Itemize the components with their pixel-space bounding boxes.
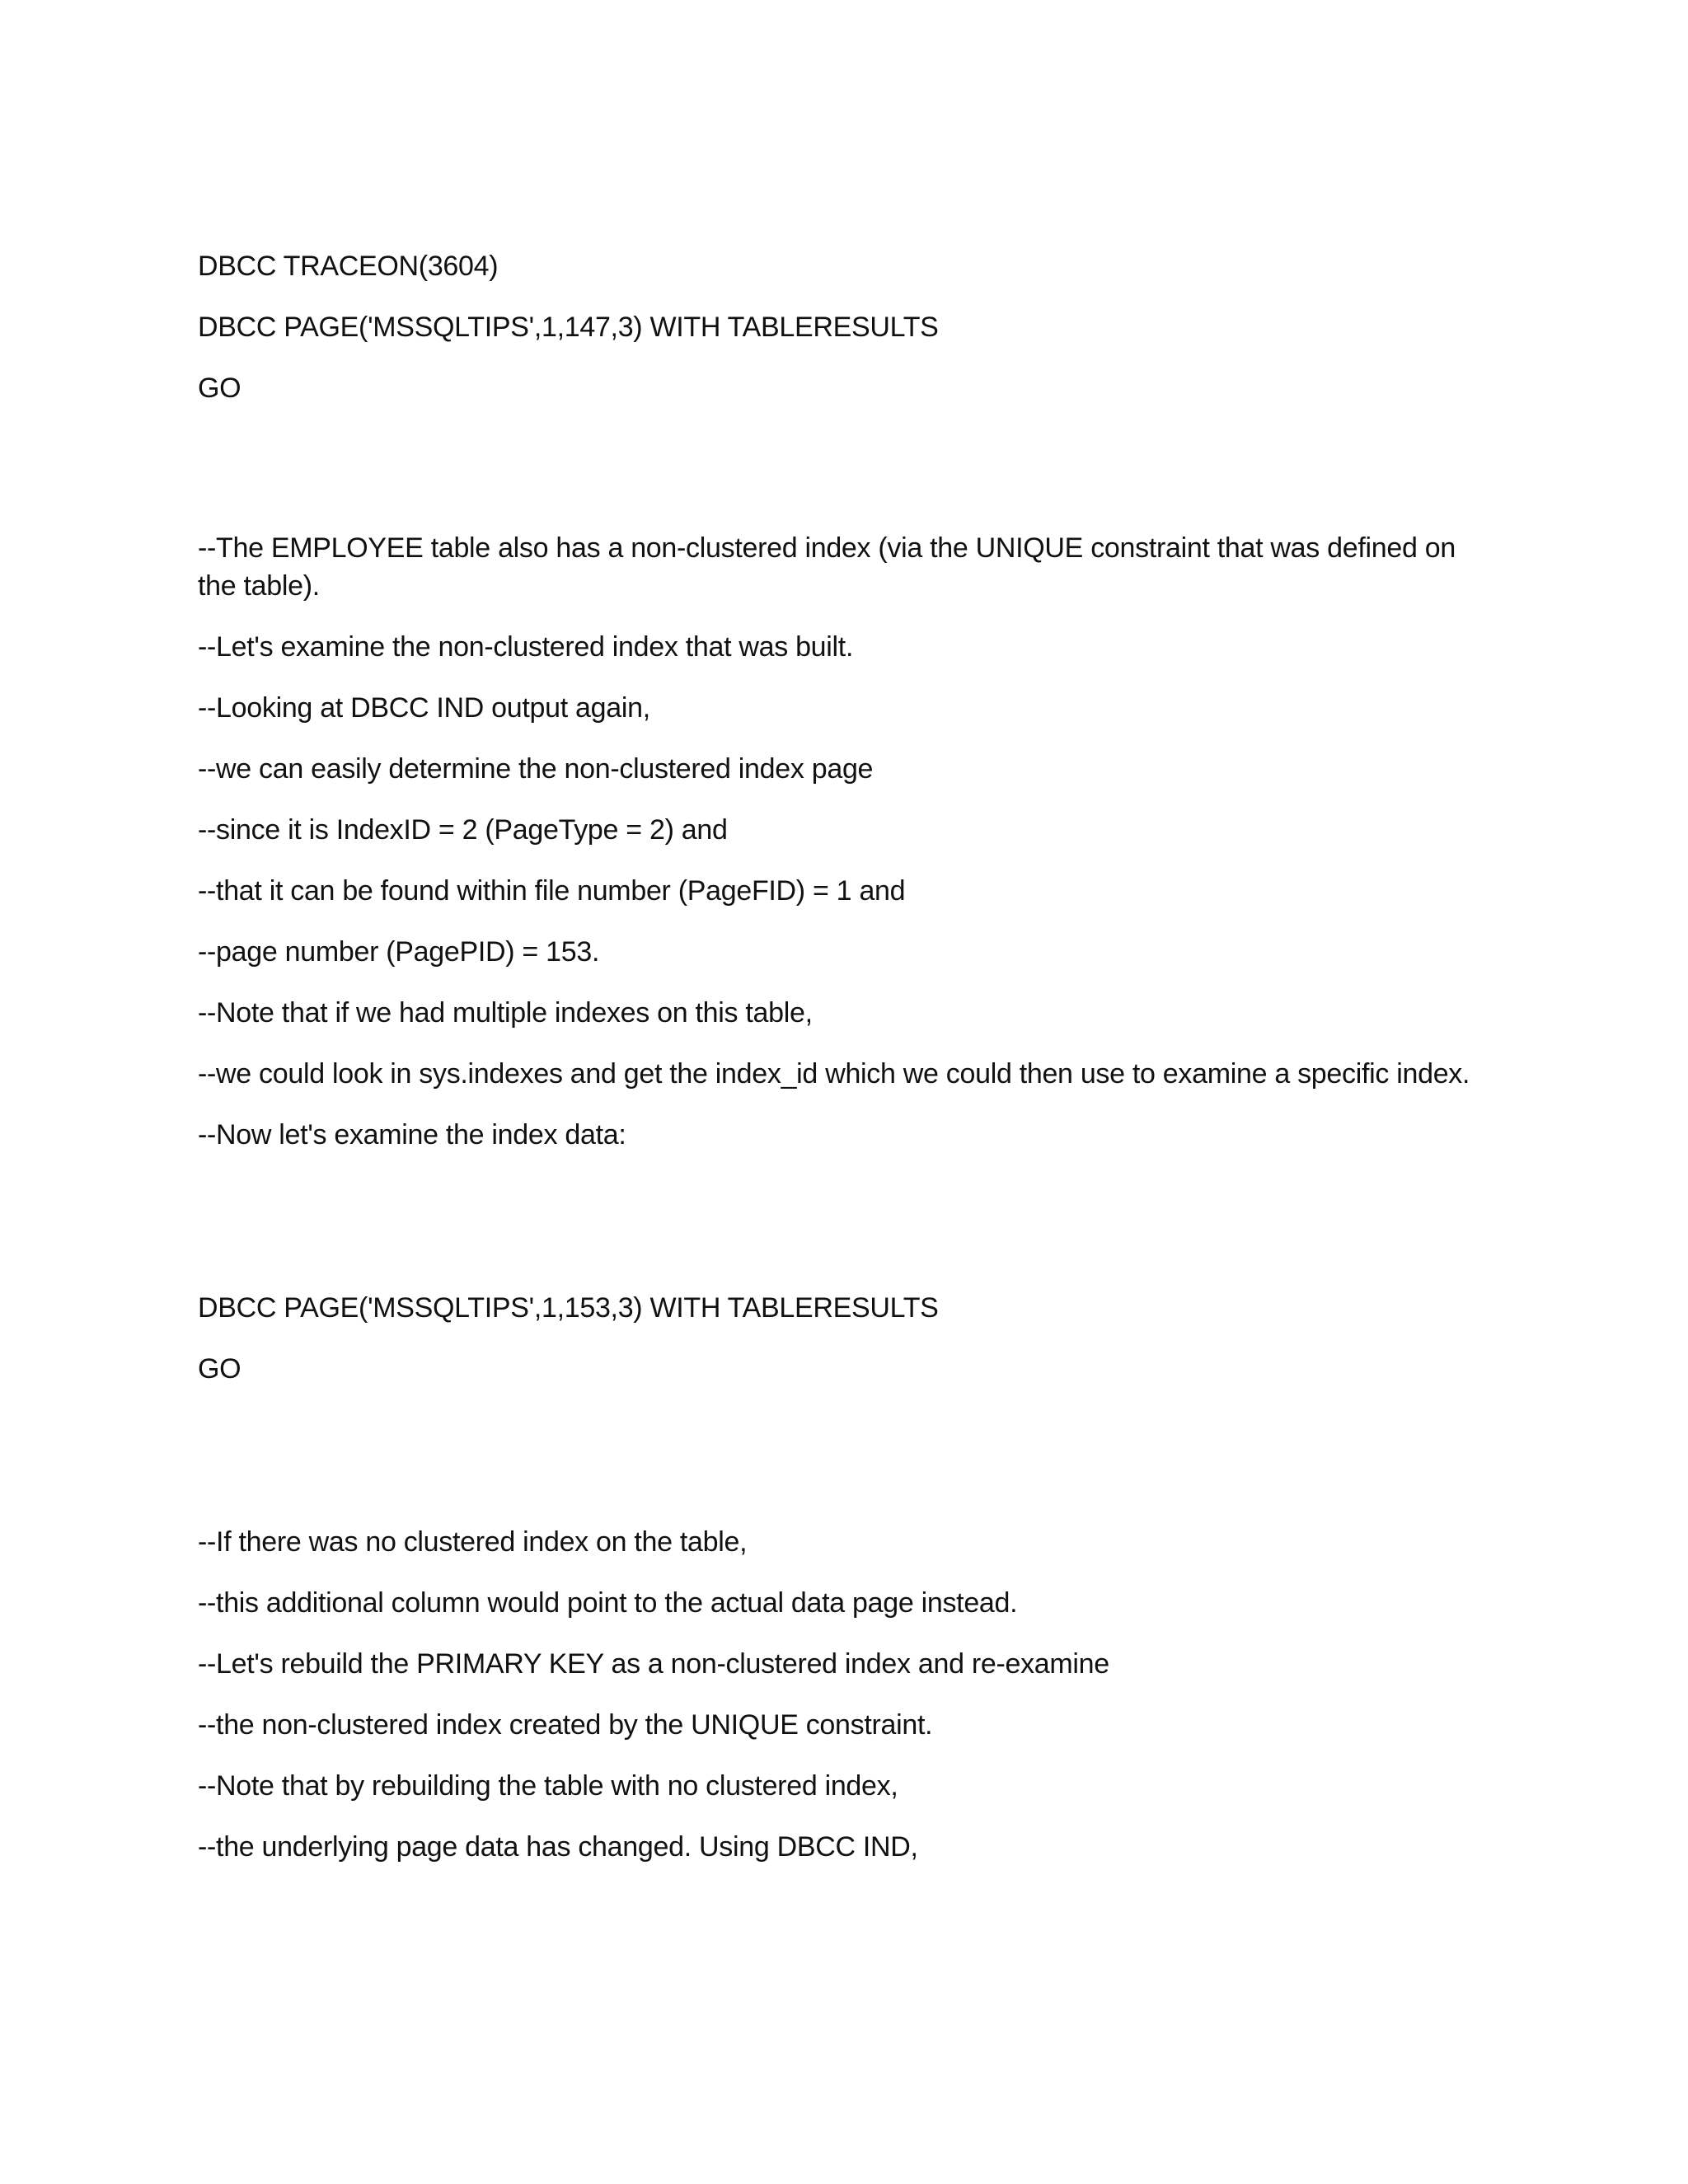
comment-line: --Note that by rebuilding the table with no clustered index, <box>198 1770 898 1802</box>
comment-line: --The EMPLOYEE table also has a non-clustered index (via the UNIQUE constraint that was defined on the table). <box>198 532 1464 602</box>
comment-line: --we can easily determine the non-clustered index page <box>198 753 874 785</box>
document-body <box>198 247 1500 1889</box>
comment-line: --Looking at DBCC IND output again, <box>198 692 650 724</box>
comment-line: --this additional column would point to the actual data page instead. <box>198 1587 1018 1619</box>
code-line: DBCC TRACEON(3604) <box>198 251 499 282</box>
comment-line: --that it can be found within file number (PageFID) = 1 and <box>198 875 906 907</box>
code-line: DBCC PAGE('MSSQLTIPS',1,153,3) WITH TABLERESULTS <box>198 1292 939 1324</box>
blank-space <box>198 1411 1500 1523</box>
comment-line: --the underlying page data has changed. Using DBCC IND, <box>198 1831 918 1863</box>
code-line: GO <box>198 373 241 404</box>
comment-line: --we could look in sys.indexes and get the index_id which we could then use to examine a specific index. <box>198 1058 1470 1090</box>
comment-line: --If there was no clustered index on the table, <box>198 1526 748 1558</box>
comment-line: --Now let's examine the index data: <box>198 1119 626 1151</box>
comment-line: --Note that if we had multiple indexes on this table, <box>198 997 813 1029</box>
code-line: GO <box>198 1353 241 1385</box>
blank-space <box>198 430 1500 529</box>
comment-line: --Let's examine the non-clustered index that was built. <box>198 631 854 663</box>
blank-space <box>198 1177 1500 1289</box>
code-line: DBCC PAGE('MSSQLTIPS',1,147,3) WITH TABLERESULTS <box>198 312 939 343</box>
comment-line: --since it is IndexID = 2 (PageType = 2) and <box>198 814 728 846</box>
comment-line: --page number (PagePID) = 153. <box>198 936 600 968</box>
comment-line: --the non-clustered index created by the UNIQUE constraint. <box>198 1709 933 1741</box>
comment-line: --Let's rebuild the PRIMARY KEY as a non-clustered index and re-examine <box>198 1648 1109 1680</box>
